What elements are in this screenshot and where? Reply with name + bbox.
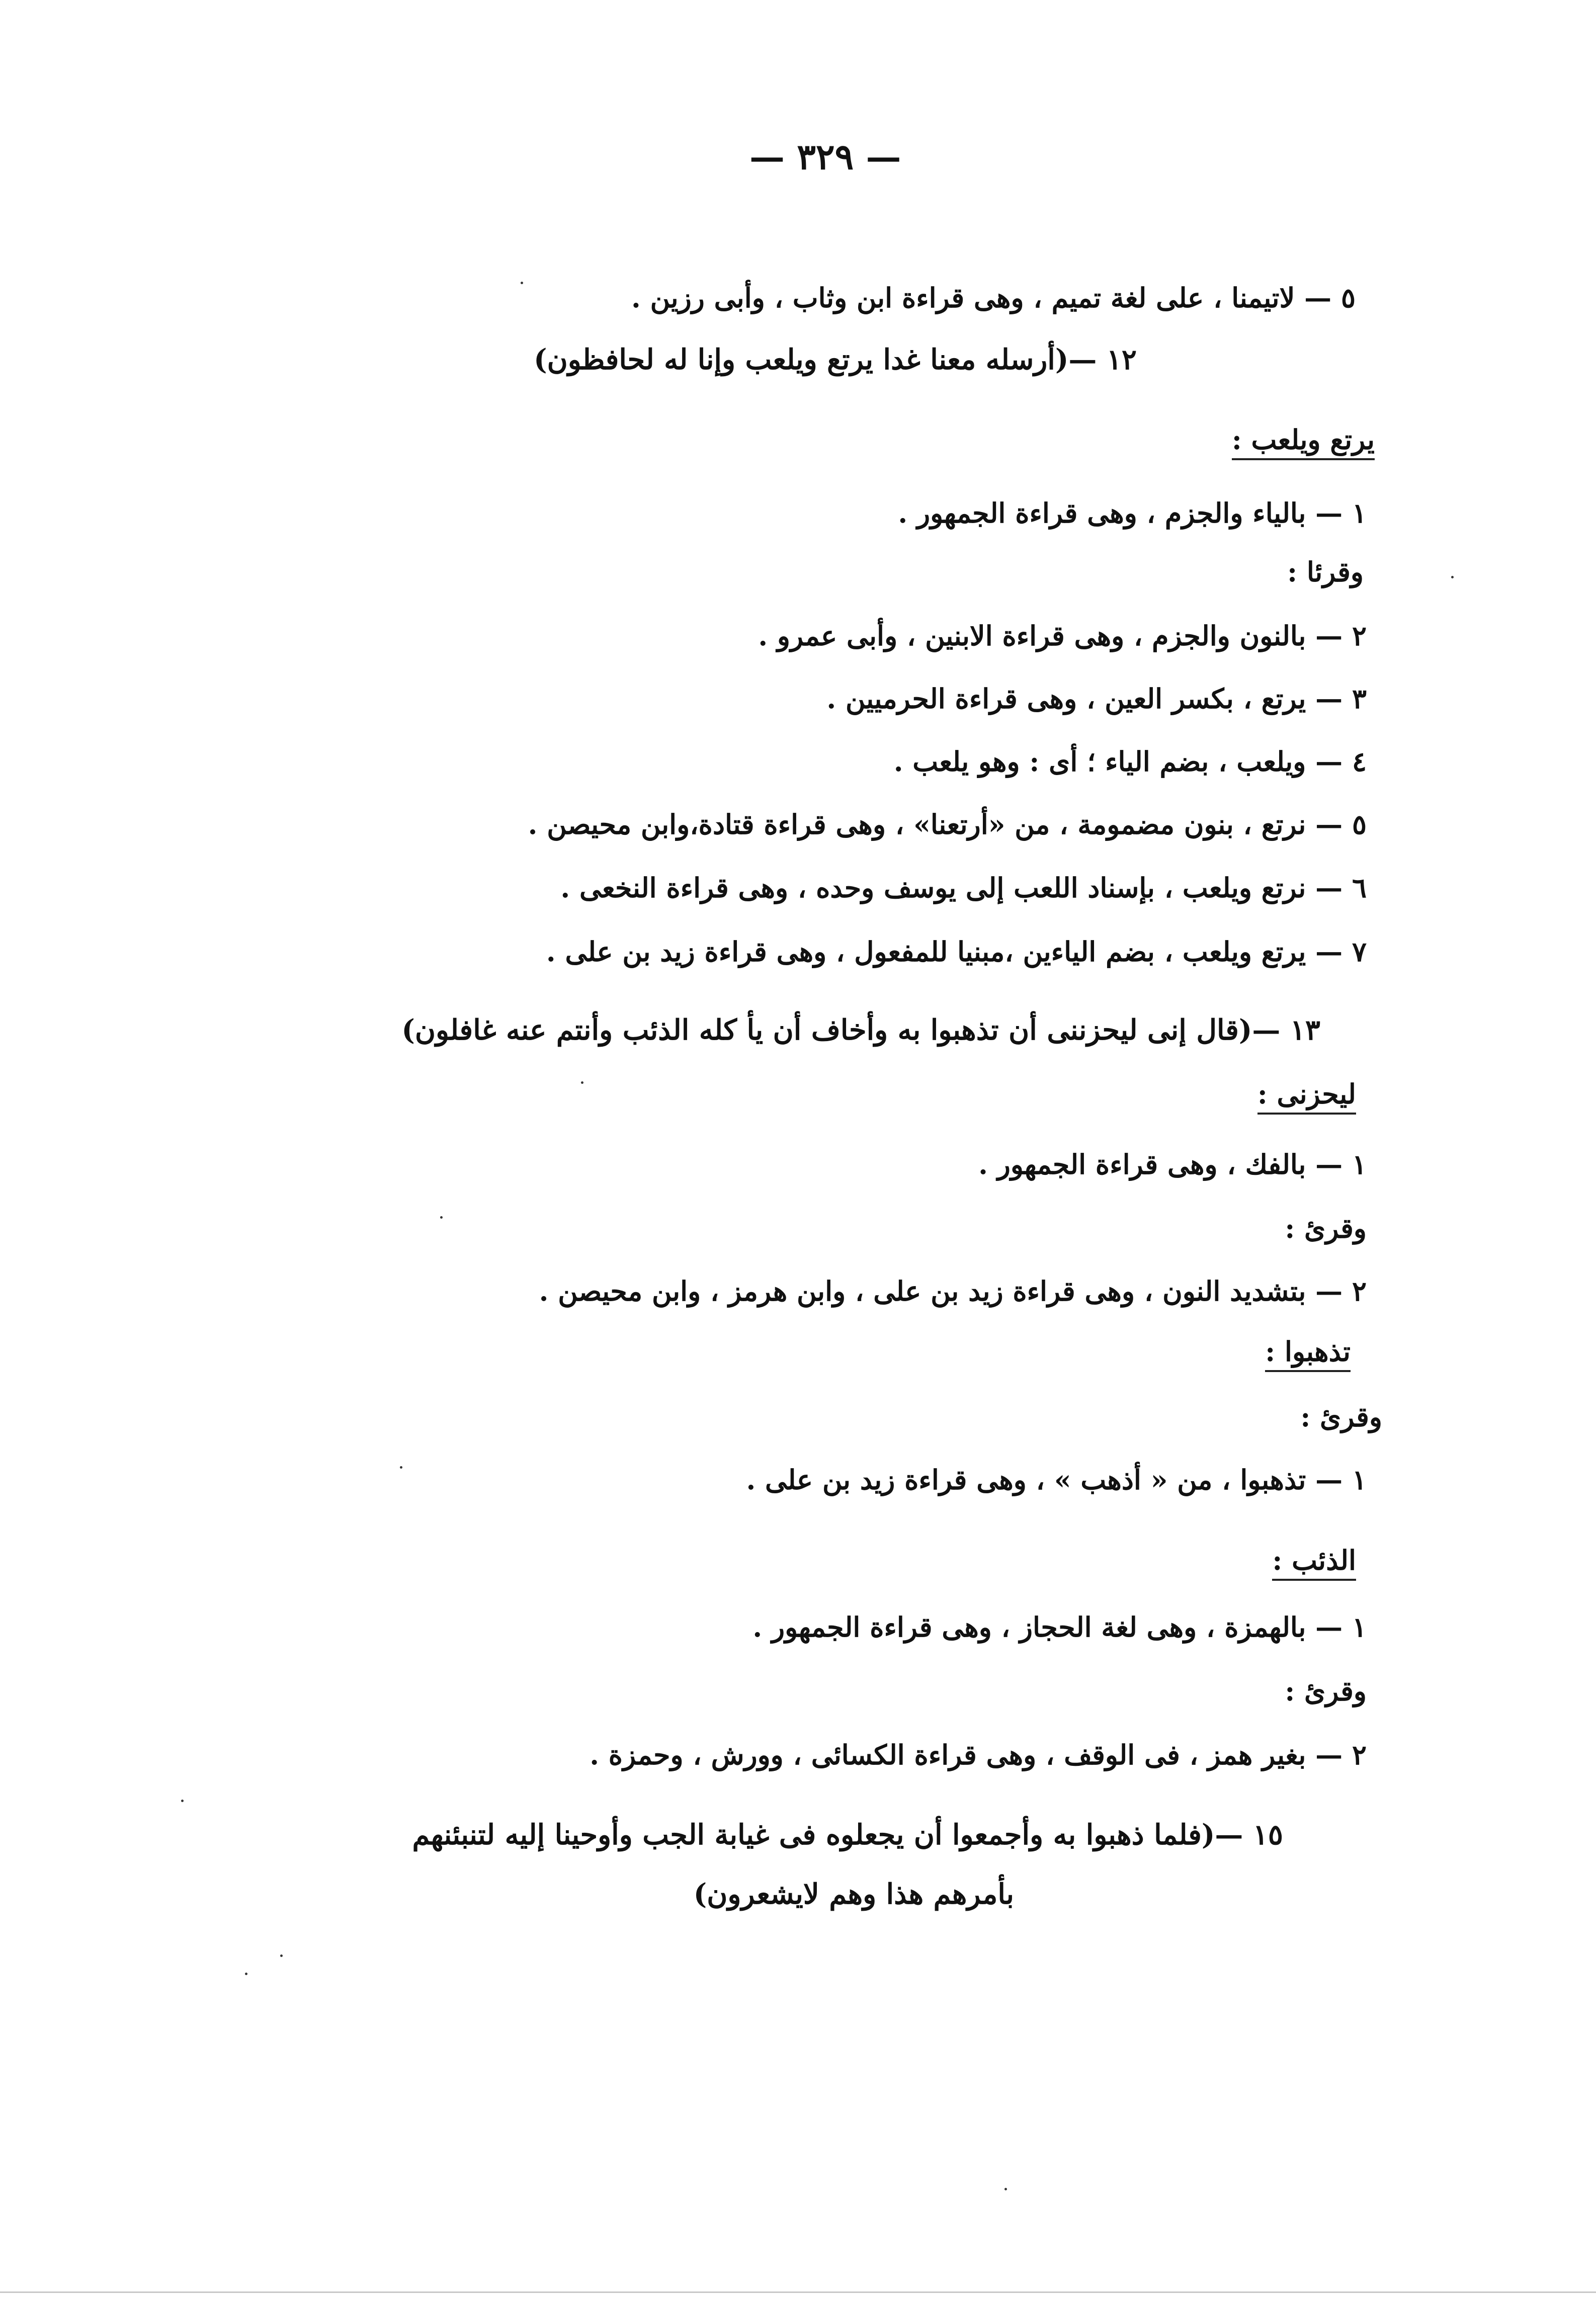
reading-line: ٢ — بغير همز ، فى الوقف ، وهى قراءة الكسائى ، وورش ، وحمزة . [590, 1739, 1367, 1771]
section-heading: تذهبوا : [1265, 1338, 1351, 1372]
section-heading: الذئب : [1272, 1547, 1356, 1581]
reading-line: ٦ — نرتع ويلعب ، بإسناد اللعب إلى يوسف وحده ، وهى قراءة النخعى . [560, 872, 1367, 904]
scan-speck [581, 1081, 583, 1084]
reading-line: وقرئ : [1300, 1401, 1382, 1433]
reading-line: ٧ — يرتع ويلعب ، بضم الياءين ،مبنيا للمفعول ، وهى قراءة زيد بن على . [546, 935, 1367, 968]
section-heading: يرتع ويلعب : [1232, 426, 1375, 460]
verse-line: ١٣ —(قال إنى ليحزننى أن تذهبوا به وأخاف أن يأ كله الذئب وأنتم عنه غافلون) [401, 1013, 1320, 1047]
scan-speck [440, 1216, 443, 1219]
section-heading: ليحزنى : [1257, 1080, 1356, 1115]
reading-line: وقرئ : [1285, 1212, 1367, 1244]
verse-line: ١٢ —(أرسله معنا غدا يرتع ويلعب وإنا له لحافظون) [534, 343, 1137, 376]
scan-speck [245, 1973, 247, 1975]
verse-line: ١٥ —(فلما ذهبوا به وأجمعوا أن يجعلوه فى غيابة الجب وأوحينا إليه لتنبئنهم [412, 1818, 1283, 1851]
scan-speck [400, 1466, 402, 1469]
reading-line: ١ — بالياء والجزم ، وهى قراءة الجمهور . [898, 497, 1367, 529]
page-number: — ٣٢٩ — [749, 136, 901, 178]
scan-speck [1004, 2188, 1007, 2190]
reading-line: ٢ — بالنون والجزم ، وهى قراءة الابنين ، وأبى عمرو . [758, 620, 1367, 652]
reading-line: وقرئا : [1287, 556, 1364, 588]
reading-line: ٤ — ويلعب ، بضم الياء ؛ أى : وهو يلعب . [893, 745, 1367, 778]
verse-line: بأمرهم هذا وهم لايشعرون) [693, 1878, 1014, 1911]
reading-line: ١ — بالهمزة ، وهى لغة الحجاز ، وهى قراءة الجمهور . [752, 1611, 1367, 1643]
reading-line: وقرئ : [1285, 1675, 1367, 1707]
scan-speck [521, 282, 523, 284]
reading-line: ١ — بالفك ، وهى قراءة الجمهور . [978, 1148, 1367, 1180]
scan-speck [1451, 576, 1454, 578]
reading-line: ١ — تذهبوا ، من « أذهب » ، وهى قراءة زيد بن على . [746, 1464, 1367, 1496]
reading-line: ٥ — نرتع ، بنون مضمومة ، من «أرتعنا» ، وهى قراءة قتادة،وابن محيصن . [528, 808, 1367, 840]
scan-speck [280, 1954, 283, 1957]
page-bottom-edge [0, 2291, 1596, 2293]
reading-line: ٣ — يرتع ، بكسر العين ، وهى قراءة الحرميين . [826, 683, 1367, 715]
reading-line: ٢ — بتشديد النون ، وهى قراءة زيد بن على ، وابن هرمز ، وابن محيصن . [539, 1275, 1367, 1307]
reading-line: ٥ — لاتيمنا ، على لغة تميم ، وهى قراءة ابن وثاب ، وأبى رزين . [631, 282, 1356, 314]
scan-speck [181, 1800, 184, 1802]
